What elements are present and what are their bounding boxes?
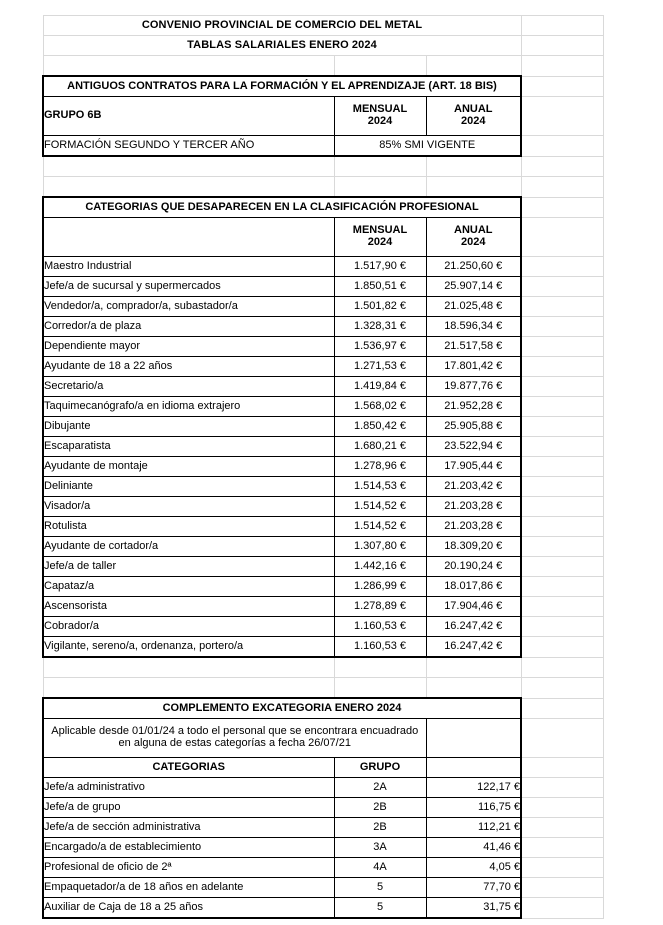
categoria-name: Visador/a bbox=[43, 497, 334, 517]
categoria-mensual: 1.328,31 € bbox=[334, 317, 426, 337]
categoria-anual: 21.025,48 € bbox=[426, 297, 521, 317]
complemento-categoria: Jefe/a administrativo bbox=[43, 778, 334, 798]
spacer-cell bbox=[521, 97, 603, 136]
blank-cell bbox=[426, 657, 521, 678]
categoria-name: Corredor/a de plaza bbox=[43, 317, 334, 337]
spacer-cell bbox=[521, 397, 603, 417]
categoria-anual: 21.952,28 € bbox=[426, 397, 521, 417]
table-row bbox=[43, 437, 603, 457]
blank-cell bbox=[426, 177, 521, 198]
categoria-anual: 25.905,88 € bbox=[426, 417, 521, 437]
blank-row bbox=[43, 678, 603, 699]
spacer-cell bbox=[521, 858, 603, 878]
blank-cell bbox=[426, 56, 521, 77]
spacer-cell bbox=[521, 597, 603, 617]
spacer-cell bbox=[521, 537, 603, 557]
categoria-name: Cobrador/a bbox=[43, 617, 334, 637]
categoria-mensual: 1.517,90 € bbox=[334, 257, 426, 277]
complemento-categoria: Auxiliar de Caja de 18 a 25 años bbox=[43, 898, 334, 919]
categoria-mensual: 1.160,53 € bbox=[334, 637, 426, 658]
categoria-anual: 18.596,34 € bbox=[426, 317, 521, 337]
blank-row bbox=[43, 177, 603, 198]
spacer-cell bbox=[521, 36, 603, 56]
complemento-col-categorias: CATEGORIAS bbox=[43, 758, 334, 778]
table-row bbox=[43, 617, 603, 637]
spacer-cell bbox=[521, 719, 603, 758]
table-row bbox=[43, 477, 603, 497]
blank-cell bbox=[334, 177, 426, 198]
categoria-anual: 18.017,86 € bbox=[426, 577, 521, 597]
complemento-grupo: 2A bbox=[334, 778, 426, 798]
categoria-anual: 20.190,24 € bbox=[426, 557, 521, 577]
spacer-cell bbox=[521, 297, 603, 317]
table-row bbox=[43, 878, 603, 898]
categoria-name: Vendedor/a, comprador/a, subastador/a bbox=[43, 297, 334, 317]
blank-cell bbox=[43, 177, 334, 198]
document-title-line-2: TABLAS SALARIALES ENERO 2024 bbox=[43, 36, 521, 56]
categoria-anual: 19.877,76 € bbox=[426, 377, 521, 397]
categorias-col-anual-year: 2024 bbox=[461, 236, 486, 248]
categoria-mensual: 1.536,97 € bbox=[334, 337, 426, 357]
categoria-mensual: 1.850,42 € bbox=[334, 417, 426, 437]
complemento-header-row bbox=[43, 758, 603, 778]
blank-row bbox=[43, 657, 603, 678]
table-row bbox=[43, 597, 603, 617]
categoria-mensual: 1.160,53 € bbox=[334, 617, 426, 637]
table-row bbox=[43, 537, 603, 557]
complemento-importe: 112,21 € bbox=[426, 818, 521, 838]
categorias-col-mensual-year: 2024 bbox=[367, 236, 393, 248]
formacion-col-mensual-title: MENSUAL bbox=[352, 103, 408, 116]
blank-cell bbox=[43, 156, 334, 177]
categoria-name: Ayudante de cortador/a bbox=[43, 537, 334, 557]
complemento-categoria: Jefe/a de sección administrativa bbox=[43, 818, 334, 838]
categoria-name: Dependiente mayor bbox=[43, 337, 334, 357]
complemento-col-importe bbox=[426, 758, 521, 778]
table-row bbox=[43, 497, 603, 517]
blank-cell bbox=[43, 56, 334, 77]
complemento-note-empty bbox=[426, 719, 521, 758]
complemento-note-row bbox=[43, 719, 603, 758]
table-row bbox=[43, 317, 603, 337]
table-row bbox=[43, 257, 603, 277]
categoria-name: Secretario/a bbox=[43, 377, 334, 397]
categorias-col-anual bbox=[426, 218, 521, 257]
spacer-cell bbox=[521, 257, 603, 277]
categorias-col-anual-title: ANUAL bbox=[454, 224, 493, 237]
spacer-cell bbox=[521, 377, 603, 397]
complemento-grupo: 3A bbox=[334, 838, 426, 858]
formacion-row-label: FORMACIÓN SEGUNDO Y TERCER AÑO bbox=[43, 136, 334, 157]
sheet-body bbox=[43, 16, 603, 919]
complemento-importe: 122,17 € bbox=[426, 778, 521, 798]
blank-cell bbox=[43, 657, 334, 678]
formacion-col-mensual-year: 2024 bbox=[367, 115, 393, 127]
blank-cell bbox=[521, 678, 603, 699]
blank-cell bbox=[426, 156, 521, 177]
categoria-name: Ayudante de 18 a 22 años bbox=[43, 357, 334, 377]
spacer-cell bbox=[521, 417, 603, 437]
categoria-mensual: 1.680,21 € bbox=[334, 437, 426, 457]
categorias-heading-row bbox=[43, 197, 603, 218]
categoria-mensual: 1.442,16 € bbox=[334, 557, 426, 577]
categoria-anual: 18.309,20 € bbox=[426, 537, 521, 557]
complemento-grupo: 5 bbox=[334, 878, 426, 898]
spacer-cell bbox=[521, 76, 603, 97]
categoria-mensual: 1.514,53 € bbox=[334, 477, 426, 497]
categoria-name: Jefe/a de taller bbox=[43, 557, 334, 577]
spacer-cell bbox=[521, 637, 603, 658]
categoria-anual: 21.203,42 € bbox=[426, 477, 521, 497]
spacer-cell bbox=[521, 818, 603, 838]
table-row bbox=[43, 858, 603, 878]
blank-cell bbox=[521, 156, 603, 177]
categoria-name: Deliniante bbox=[43, 477, 334, 497]
table-row bbox=[43, 397, 603, 417]
spacer-cell bbox=[521, 698, 603, 719]
blank-cell bbox=[334, 156, 426, 177]
blank-cell bbox=[521, 177, 603, 198]
spacer-cell bbox=[521, 457, 603, 477]
complemento-importe: 31,75 € bbox=[426, 898, 521, 919]
table-row bbox=[43, 457, 603, 477]
complemento-note bbox=[43, 719, 426, 758]
categorias-col-mensual-title: MENSUAL bbox=[352, 224, 408, 237]
categoria-mensual: 1.514,52 € bbox=[334, 497, 426, 517]
blank-cell bbox=[334, 56, 426, 77]
categoria-anual: 21.203,28 € bbox=[426, 517, 521, 537]
categorias-heading: CATEGORIAS QUE DESAPARECEN EN LA CLASIFICACIÓN PROFESIONAL bbox=[43, 197, 521, 218]
formacion-group-label: GRUPO 6B bbox=[43, 97, 334, 136]
complemento-grupo: 5 bbox=[334, 898, 426, 919]
categoria-anual: 23.522,94 € bbox=[426, 437, 521, 457]
salary-tables-spreadsheet bbox=[42, 15, 604, 919]
table-row bbox=[43, 277, 603, 297]
spacer-cell bbox=[521, 317, 603, 337]
categoria-anual: 16.247,42 € bbox=[426, 617, 521, 637]
categoria-mensual: 1.278,96 € bbox=[334, 457, 426, 477]
complemento-grupo: 2B bbox=[334, 818, 426, 838]
complemento-importe: 4,05 € bbox=[426, 858, 521, 878]
spacer-cell bbox=[521, 337, 603, 357]
spacer-cell bbox=[521, 16, 603, 36]
blank-cell bbox=[334, 678, 426, 699]
categoria-anual: 17.801,42 € bbox=[426, 357, 521, 377]
table-row bbox=[43, 297, 603, 317]
categoria-mensual: 1.568,02 € bbox=[334, 397, 426, 417]
formacion-col-mensual bbox=[334, 97, 426, 136]
table-row bbox=[43, 577, 603, 597]
spacer-cell bbox=[521, 197, 603, 218]
spacer-cell bbox=[521, 517, 603, 537]
categoria-anual: 25.907,14 € bbox=[426, 277, 521, 297]
spacer-cell bbox=[521, 898, 603, 919]
spacer-cell bbox=[521, 136, 603, 157]
table-row bbox=[43, 838, 603, 858]
categoria-mensual: 1.278,89 € bbox=[334, 597, 426, 617]
blank-cell bbox=[426, 678, 521, 699]
spacer-cell bbox=[521, 218, 603, 257]
categoria-anual: 21.203,28 € bbox=[426, 497, 521, 517]
categoria-name: Jefe/a de sucursal y supermercados bbox=[43, 277, 334, 297]
table-row bbox=[43, 377, 603, 397]
categoria-anual: 17.904,46 € bbox=[426, 597, 521, 617]
formacion-heading-row bbox=[43, 76, 603, 97]
table-row bbox=[43, 898, 603, 919]
categoria-mensual: 1.286,99 € bbox=[334, 577, 426, 597]
complemento-categoria: Empaquetador/a de 18 años en adelante bbox=[43, 878, 334, 898]
categoria-name: Vigilante, sereno/a, ordenanza, portero/a bbox=[43, 637, 334, 658]
blank-cell bbox=[334, 657, 426, 678]
complemento-categoria: Encargado/a de establecimiento bbox=[43, 838, 334, 858]
categoria-name: Taquimecanógrafo/a en idioma extrajero bbox=[43, 397, 334, 417]
categorias-col-empty bbox=[43, 218, 334, 257]
spacer-cell bbox=[521, 497, 603, 517]
table-row bbox=[43, 818, 603, 838]
table-row bbox=[43, 517, 603, 537]
formacion-col-anual-year: 2024 bbox=[461, 115, 486, 127]
spacer-cell bbox=[521, 557, 603, 577]
categoria-mensual: 1.307,80 € bbox=[334, 537, 426, 557]
formacion-data-row bbox=[43, 136, 603, 157]
formacion-col-anual-title: ANUAL bbox=[454, 103, 493, 116]
categoria-name: Ascensorista bbox=[43, 597, 334, 617]
table-row bbox=[43, 778, 603, 798]
categoria-anual: 16.247,42 € bbox=[426, 637, 521, 658]
categorias-col-mensual bbox=[334, 218, 426, 257]
categorias-header-row bbox=[43, 218, 603, 257]
complemento-categoria: Profesional de oficio de 2ª bbox=[43, 858, 334, 878]
table-row bbox=[43, 417, 603, 437]
categoria-mensual: 1.419,84 € bbox=[334, 377, 426, 397]
spacer-cell bbox=[521, 838, 603, 858]
complemento-heading: COMPLEMENTO EXCATEGORIA ENERO 2024 bbox=[43, 698, 521, 719]
spacer-cell bbox=[521, 357, 603, 377]
categoria-mensual: 1.850,51 € bbox=[334, 277, 426, 297]
categoria-anual: 17.905,44 € bbox=[426, 457, 521, 477]
categoria-name: Dibujante bbox=[43, 417, 334, 437]
spacer-cell bbox=[521, 577, 603, 597]
formacion-heading: ANTIGUOS CONTRATOS PARA LA FORMACIÓN Y EL APRENDIZAJE (ART. 18 BIS) bbox=[43, 76, 521, 97]
categoria-name: Ayudante de montaje bbox=[43, 457, 334, 477]
table-row bbox=[43, 637, 603, 658]
categoria-name: Maestro Industrial bbox=[43, 257, 334, 277]
document-title-row-2 bbox=[43, 36, 603, 56]
table-row bbox=[43, 798, 603, 818]
blank-cell bbox=[521, 657, 603, 678]
blank-row bbox=[43, 56, 603, 77]
categoria-anual: 21.517,58 € bbox=[426, 337, 521, 357]
spacer-cell bbox=[521, 778, 603, 798]
categoria-name: Capataz/a bbox=[43, 577, 334, 597]
complemento-importe: 116,75 € bbox=[426, 798, 521, 818]
categoria-anual: 21.250,60 € bbox=[426, 257, 521, 277]
categoria-mensual: 1.514,52 € bbox=[334, 517, 426, 537]
table-row bbox=[43, 557, 603, 577]
complemento-grupo: 4A bbox=[334, 858, 426, 878]
blank-cell bbox=[521, 56, 603, 77]
categoria-name: Rotulista bbox=[43, 517, 334, 537]
document-title-line-1: CONVENIO PROVINCIAL DE COMERCIO DEL METAL bbox=[43, 16, 521, 36]
formacion-col-anual bbox=[426, 97, 521, 136]
spacer-cell bbox=[521, 277, 603, 297]
complemento-note-line-1: Aplicable desde 01/01/24 a todo el personal que se encontrara encuadrado bbox=[51, 725, 419, 738]
complemento-grupo: 2B bbox=[334, 798, 426, 818]
document-title-row-1 bbox=[43, 16, 603, 36]
spacer-cell bbox=[521, 477, 603, 497]
formacion-row-value: 85% SMI VIGENTE bbox=[334, 136, 521, 157]
categoria-mensual: 1.501,82 € bbox=[334, 297, 426, 317]
complemento-col-grupo: GRUPO bbox=[334, 758, 426, 778]
complemento-heading-row bbox=[43, 698, 603, 719]
categoria-name: Escaparatista bbox=[43, 437, 334, 457]
categoria-mensual: 1.271,53 € bbox=[334, 357, 426, 377]
complemento-categoria: Jefe/a de grupo bbox=[43, 798, 334, 818]
spacer-cell bbox=[521, 878, 603, 898]
blank-row bbox=[43, 156, 603, 177]
table-row bbox=[43, 357, 603, 377]
complemento-importe: 41,46 € bbox=[426, 838, 521, 858]
spacer-cell bbox=[521, 798, 603, 818]
formacion-header-row bbox=[43, 97, 603, 136]
spacer-cell bbox=[521, 758, 603, 778]
complemento-note-line-2: en alguna de estas categorías a fecha 26/07/21 bbox=[118, 737, 351, 749]
spacer-cell bbox=[521, 437, 603, 457]
complemento-importe: 77,70 € bbox=[426, 878, 521, 898]
spacer-cell bbox=[521, 617, 603, 637]
table-row bbox=[43, 337, 603, 357]
blank-cell bbox=[43, 678, 334, 699]
